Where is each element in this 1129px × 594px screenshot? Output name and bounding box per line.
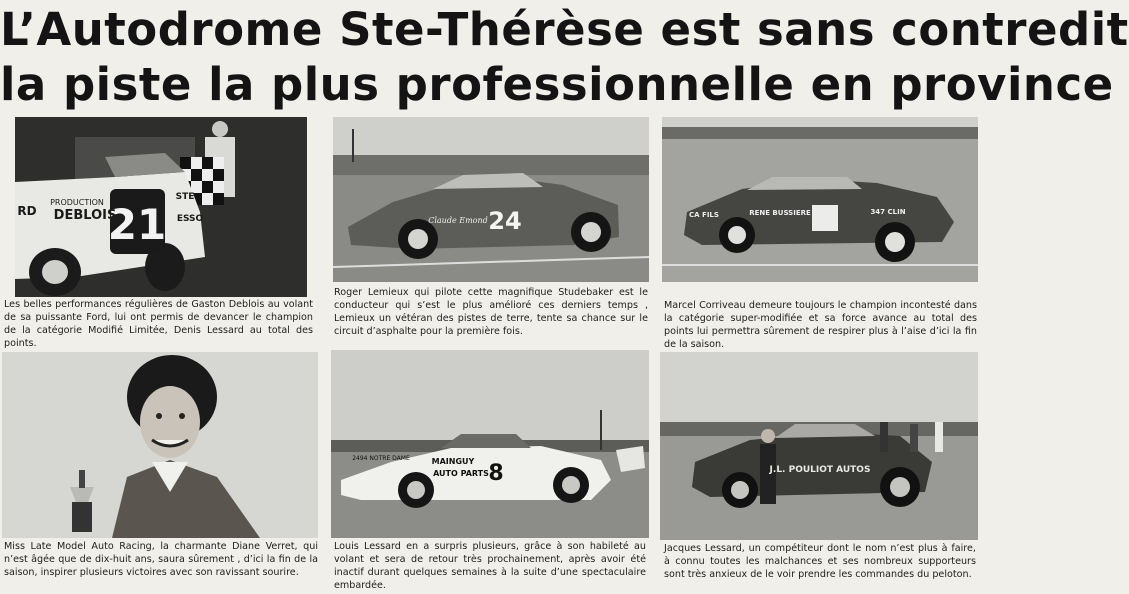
car-number-24: 24 bbox=[488, 207, 522, 235]
photo-lemieux-car bbox=[333, 117, 649, 282]
photo-jacques-lessard-car bbox=[660, 352, 978, 540]
article-headline bbox=[0, 2, 1129, 112]
car-sponsor-deblois: DEBLOIS bbox=[53, 208, 117, 223]
car-sponsor-auto-parts: AUTO PARTS bbox=[433, 469, 489, 478]
headline-line-1: L’Autodrome Ste-Thérèse est sans contredit bbox=[0, 3, 1129, 56]
photo-deblois-car bbox=[15, 117, 307, 297]
car-sponsor-mainguy: MAINGUY bbox=[431, 457, 475, 466]
caption-jacques-lessard: Jacques Lessard, un compétiteur dont le nom n’est plus à faire, à connu toutes les malchances et ses nombreux supporteurs sont très anxieux de le voir prendre les commandes du peloton. bbox=[664, 543, 976, 580]
photo-corriveau-car bbox=[662, 117, 978, 282]
caption-corriveau: Marcel Corriveau demeure toujours le champion incontesté dans la catégorie super-modifiée et sa force avance au total des points lui permettra sûrement de respirer plus à l’aise d’ici la fin de la saison. bbox=[664, 300, 977, 350]
photo-louis-lessard-car bbox=[331, 350, 649, 538]
car-sponsor-pouliot-autos: J.L. POULIOT AUTOS bbox=[769, 465, 871, 475]
car-number-21: 21 bbox=[107, 200, 167, 249]
car-text-rd: RD bbox=[17, 204, 37, 218]
caption-lemieux: Roger Lemieux qui pilote cette magnifique Studebaker est le conducteur qui s’est le plus amélioré ces derniers temps , Lemieux un vétéran des pistes de terre, tente sa chance sur le circuit d’asphalte pour la première fois. bbox=[334, 287, 648, 337]
car-sponsor-production: PRODUCTION bbox=[50, 198, 104, 207]
car-text-ca-fils: CA FILS bbox=[689, 211, 719, 219]
photo-miss-late-model bbox=[2, 352, 318, 538]
car-number-8: 8 bbox=[488, 461, 504, 486]
car-text-ste: STE bbox=[175, 192, 195, 202]
caption-louis-lessard: Louis Lessard en a surpris plusieurs, grâce à son habileté au volant et sera de retour très prochainement, après avoir été inactif durant quelques semaines à la suite d’une spectaculaire embardée. bbox=[334, 541, 646, 591]
caption-miss-late-model: Miss Late Model Auto Racing, la charmante Diane Verret, qui n’est âgée que de dix-huit ans, saura sûrement , d’ici la fin de la saison, inspirer plusieurs victoires avec son ravissant sourire. bbox=[4, 541, 318, 578]
car-driver-name: Claude Emond bbox=[428, 216, 488, 225]
headline-line-2: la piste la plus professionnelle en province bbox=[0, 58, 1114, 111]
caption-deblois: Les belles performances régulières de Gaston Deblois au volant de sa puissante Ford, lui ont permis de devancer le champion de la catégorie Modifié Limitée, Denis Lessard au total des points. bbox=[4, 299, 313, 349]
car-text-347-clin: 347 CLIN bbox=[870, 208, 906, 216]
car-sponsor-rene-bussiere: RENE BUSSIERE bbox=[749, 209, 811, 217]
car-text-esso: ESSO bbox=[176, 214, 204, 224]
car-text-address: 2494 NOTRE DAME bbox=[352, 455, 410, 462]
